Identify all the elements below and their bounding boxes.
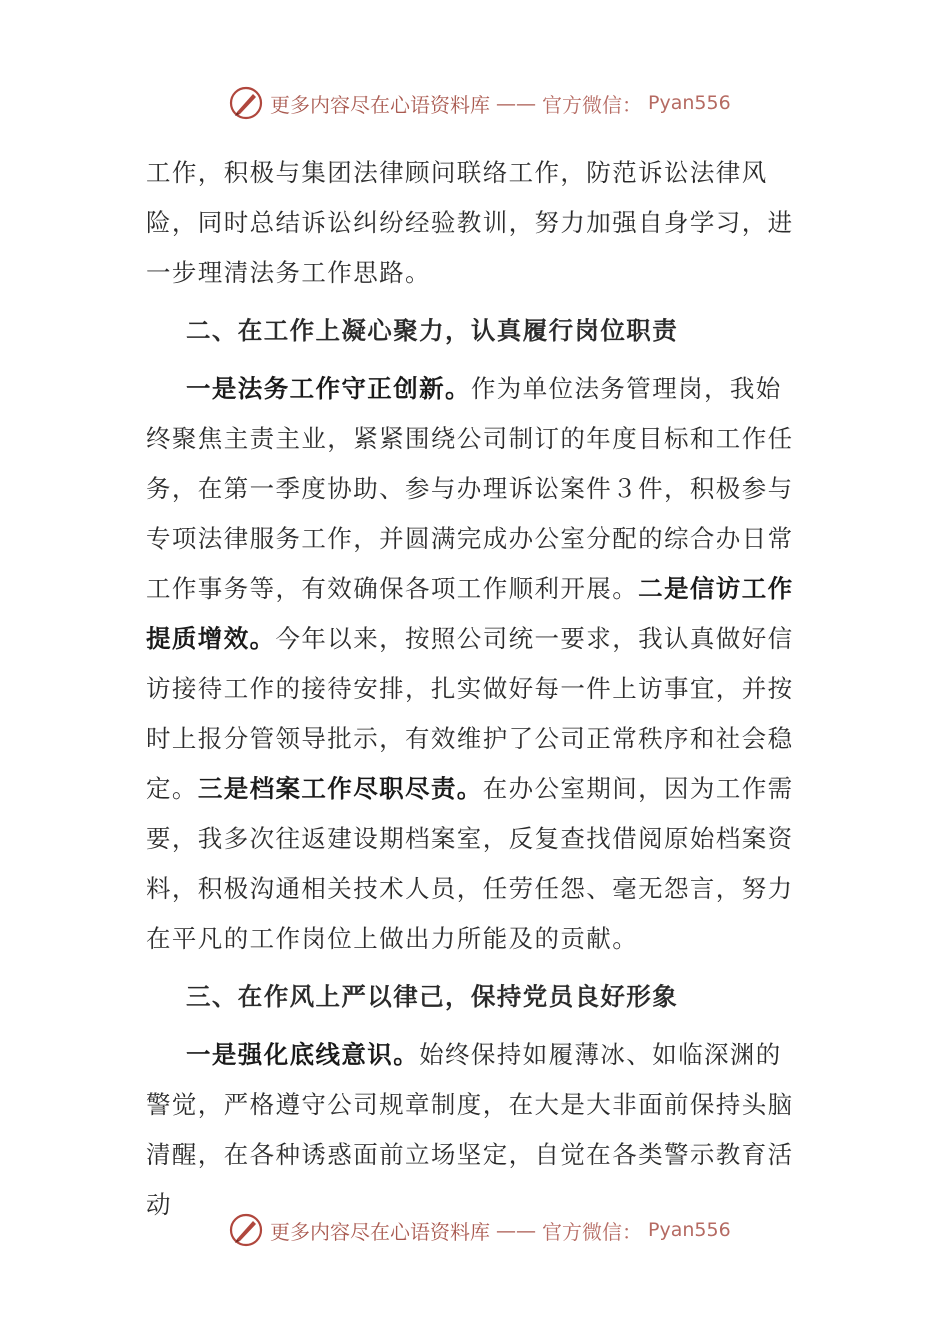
point-1-title: 一是法务工作守正创新。 [186,374,471,403]
watermark-wechat-id: Pyan556 [648,1219,731,1241]
watermark-main-text: 更多内容尽在心语资料库 [270,1219,490,1244]
watermark-wechat-label: 官方微信： [542,1219,642,1244]
watermark-footer [228,1211,748,1249]
section-heading-3: 三、在作风上严以律己，保持党员良好形象 [186,982,679,1011]
watermark-wechat-label: 官方微信： [542,92,642,117]
point-3-title: 三是档案工作尽职尽责。 [197,774,483,803]
section-heading-2: 二、在工作上凝心聚力，认真履行岗位职责 [186,316,679,345]
watermark-dash: —— [496,1218,536,1242]
pen-logo-icon [228,85,264,121]
watermark-dash: —— [496,91,536,115]
point-2-title: 二是信访工作提质增效。 [146,574,794,653]
point-2-text: 今年以来，按照公司统一要求，我认真做好信访接待工作的接待安排，扎实做好每一件上访事宜，并按时上报分管领导批示，有效维护了公司正常秩序和社会稳定。 [146,624,794,803]
paragraph-3 [146,1030,806,1230]
watermark-header [228,84,748,122]
paragraph-1: 工作，积极与集团法律顾问联络工作，防范诉讼法律风险，同时总结诉讼纠纷经验教训，努力加强自身学习，进一步理清法务工作思路。 [146,158,794,287]
point-1-text: 作为单位法务管理岗，我始终聚焦主责主业，紧紧围绕公司制订的年度目标和工作任务，在第一季度协助、参与办理诉讼案件３件，积极参与专项法律服务工作，并圆满完成办公室分配的综合办日常工作事务等，有效确保各项工作顺利开展。 [146,374,794,603]
point-4-text: 始终保持如履薄冰、如临深渊的警觉，严格遵守公司规章制度，在大是大非面前保持头脑清醒，在各种诱惑面前立场坚定，自觉在各类警示教育活动 [146,1040,794,1219]
document-body [146,148,806,1230]
pen-logo-icon [228,1212,264,1248]
watermark-main-text: 更多内容尽在心语资料库 [270,92,490,117]
point-3-text: 在办公室期间，因为工作需要，我多次往返建设期档案室，反复查找借阅原始档案资料，积极沟通相关技术人员，任劳任怨、毫无怨言，努力在平凡的工作岗位上做出力所能及的贡献。 [146,774,794,953]
watermark-wechat-id: Pyan556 [648,92,731,114]
paragraph-2 [146,364,806,964]
point-4-title: 一是强化底线意识。 [186,1040,420,1069]
